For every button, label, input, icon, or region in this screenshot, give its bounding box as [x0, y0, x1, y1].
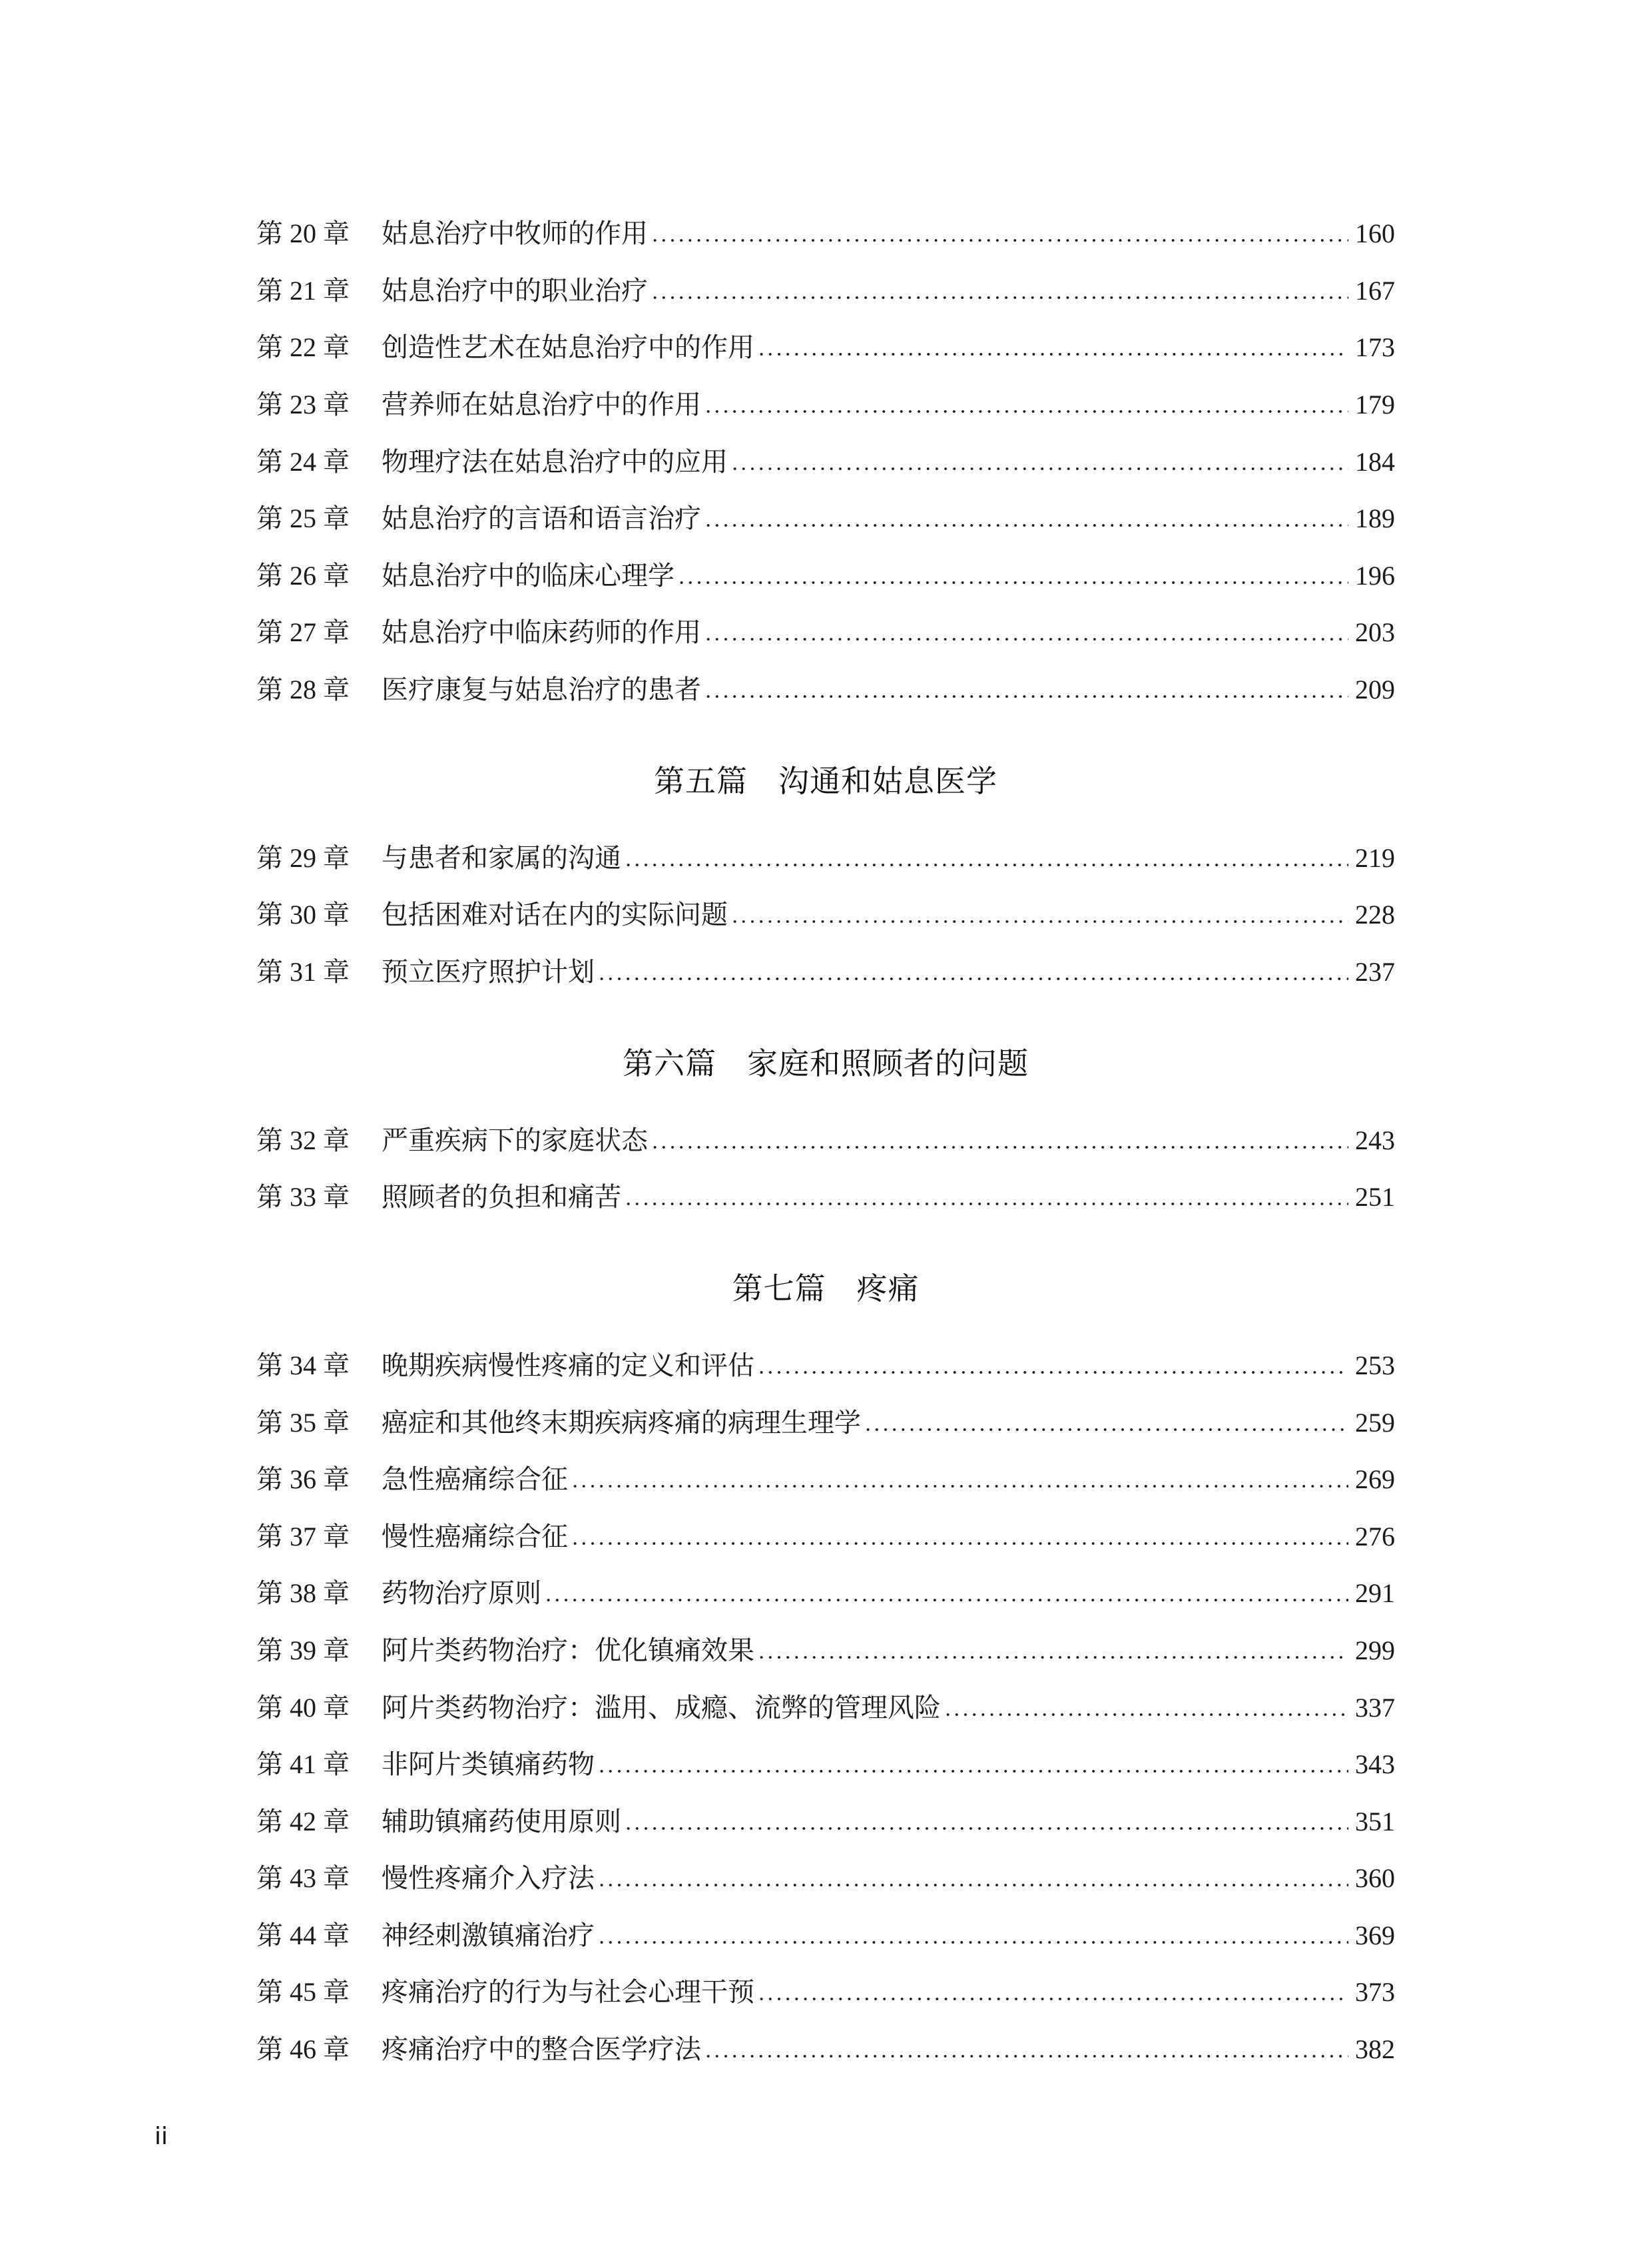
page-number: 373 — [1355, 1977, 1395, 2007]
toc-entry[interactable] — [256, 954, 1395, 991]
toc-entry[interactable] — [256, 1632, 1395, 1669]
page-number: 196 — [1355, 561, 1395, 591]
chapter-number: 第 33 章 — [256, 1182, 350, 1212]
part-number: 第五篇 — [654, 763, 748, 799]
toc-entry[interactable] — [256, 1917, 1395, 1954]
chapter-number: 第 22 章 — [256, 332, 350, 362]
dot-leader — [571, 1518, 1348, 1555]
toc-entry[interactable] — [256, 557, 1395, 595]
chapter-title: 姑息治疗中临床药师的作用 — [382, 617, 701, 647]
toc-entry[interactable] — [256, 1518, 1395, 1555]
toc-entry[interactable] — [256, 671, 1395, 708]
chapter-title: 照顾者的负担和痛苦 — [382, 1182, 621, 1212]
chapter-number: 第 20 章 — [256, 218, 350, 248]
chapter-title: 非阿片类镇痛药物 — [382, 1749, 595, 1779]
dot-leader — [571, 1461, 1348, 1498]
chapter-title: 晚期疾病慢性疼痛的定义和评估 — [382, 1350, 754, 1380]
toc-entry[interactable] — [256, 1122, 1395, 1159]
page-number: 167 — [1355, 276, 1395, 306]
dot-leader — [704, 2031, 1348, 2068]
chapter-number: 第 37 章 — [256, 1522, 350, 1551]
toc-entry[interactable] — [256, 1575, 1395, 1612]
part-heading — [256, 1043, 1395, 1083]
dot-leader — [651, 215, 1348, 252]
page-number: 369 — [1355, 1920, 1395, 1950]
dot-leader — [704, 614, 1348, 651]
page-number: 291 — [1355, 1578, 1395, 1608]
chapter-title: 营养师在姑息治疗中的作用 — [382, 390, 701, 420]
chapter-number: 第 28 章 — [256, 675, 350, 704]
toc-entry[interactable] — [256, 840, 1395, 877]
page-number: 259 — [1355, 1408, 1395, 1438]
dot-leader — [704, 386, 1348, 423]
page-number: 219 — [1355, 843, 1395, 873]
toc-entry[interactable] — [256, 386, 1395, 423]
chapter-number: 第 43 章 — [256, 1863, 350, 1893]
page-number: 228 — [1355, 900, 1395, 930]
toc-entry[interactable] — [256, 1974, 1395, 2011]
dot-leader — [757, 1632, 1348, 1669]
toc-entry[interactable] — [256, 1404, 1395, 1442]
part-title: 沟通和姑息医学 — [778, 763, 997, 799]
chapter-number: 第 38 章 — [256, 1578, 350, 1608]
chapter-title: 姑息治疗中的职业治疗 — [382, 276, 648, 306]
dot-leader — [651, 1122, 1348, 1159]
dot-leader — [704, 671, 1348, 708]
chapter-title: 预立医疗照护计划 — [382, 957, 595, 987]
chapter-number: 第 29 章 — [256, 843, 350, 873]
toc-entry[interactable] — [256, 1803, 1395, 1840]
chapter-title: 药物治疗原则 — [382, 1578, 541, 1608]
chapter-title: 急性癌痛综合征 — [382, 1464, 568, 1494]
chapter-title: 疼痛治疗中的整合医学疗法 — [382, 2034, 701, 2064]
chapter-number: 第 42 章 — [256, 1807, 350, 1836]
page-number: 243 — [1355, 1125, 1395, 1155]
chapter-title: 创造性艺术在姑息治疗中的作用 — [382, 332, 754, 362]
chapter-title: 姑息治疗的言语和语言治疗 — [382, 503, 701, 533]
chapter-number: 第 41 章 — [256, 1749, 350, 1779]
page-number: 337 — [1355, 1693, 1395, 1723]
toc-entry[interactable] — [256, 1461, 1395, 1498]
part-heading — [256, 1268, 1395, 1308]
page-number: 237 — [1355, 957, 1395, 987]
chapter-number: 第 36 章 — [256, 1464, 350, 1494]
page-number: 184 — [1355, 447, 1395, 477]
dot-leader — [597, 1917, 1348, 1954]
chapter-title: 严重疾病下的家庭状态 — [382, 1125, 648, 1155]
dot-leader — [597, 1746, 1348, 1783]
chapter-number: 第 30 章 — [256, 900, 350, 930]
toc-entry[interactable] — [256, 443, 1395, 481]
chapter-number: 第 32 章 — [256, 1125, 350, 1155]
dot-leader — [651, 272, 1348, 310]
chapter-number: 第 31 章 — [256, 957, 350, 987]
chapter-number: 第 25 章 — [256, 503, 350, 533]
chapter-title: 包括困难对话在内的实际问题 — [382, 900, 728, 930]
part-number: 第六篇 — [623, 1045, 716, 1081]
toc-entry[interactable] — [256, 1860, 1395, 1897]
chapter-title: 姑息治疗中牧师的作用 — [382, 218, 648, 248]
toc-entry[interactable] — [256, 215, 1395, 252]
chapter-number: 第 27 章 — [256, 617, 350, 647]
chapter-number: 第 35 章 — [256, 1408, 350, 1438]
chapter-number: 第 44 章 — [256, 1920, 350, 1950]
page-number: 299 — [1355, 1635, 1395, 1665]
toc-entry[interactable] — [256, 272, 1395, 310]
page-number: 360 — [1355, 1863, 1395, 1893]
part-number: 第七篇 — [732, 1270, 826, 1306]
dot-leader — [757, 1974, 1348, 2011]
page-number: 189 — [1355, 503, 1395, 533]
dot-leader — [757, 1347, 1348, 1384]
page-number: 276 — [1355, 1522, 1395, 1551]
folio-page-number: ii — [154, 2123, 168, 2150]
toc-entry[interactable] — [256, 896, 1395, 934]
dot-leader — [544, 1575, 1348, 1612]
chapter-number: 第 45 章 — [256, 1977, 350, 2007]
toc-entry[interactable] — [256, 1689, 1395, 1727]
chapter-number: 第 21 章 — [256, 276, 350, 306]
toc-entry[interactable] — [256, 329, 1395, 366]
chapter-title: 姑息治疗中的临床心理学 — [382, 561, 675, 591]
chapter-title: 癌症和其他终末期疾病疼痛的病理生理学 — [382, 1408, 861, 1438]
chapter-number: 第 26 章 — [256, 561, 350, 591]
page-number: 343 — [1355, 1749, 1395, 1779]
chapter-number: 第 34 章 — [256, 1350, 350, 1380]
dot-leader — [944, 1689, 1348, 1727]
dot-leader — [730, 443, 1348, 481]
toc-entry[interactable] — [256, 1746, 1395, 1783]
page-number: 351 — [1355, 1807, 1395, 1836]
toc-entry[interactable] — [256, 2031, 1395, 2068]
dot-leader — [677, 557, 1348, 595]
chapter-number: 第 24 章 — [256, 447, 350, 477]
toc-entry[interactable] — [256, 1347, 1395, 1384]
part-heading — [256, 761, 1395, 801]
dot-leader — [624, 1803, 1348, 1840]
page-number: 179 — [1355, 390, 1395, 420]
dot-leader — [597, 954, 1348, 991]
chapter-number: 第 46 章 — [256, 2034, 350, 2064]
dot-leader — [757, 329, 1348, 366]
toc-entry[interactable] — [256, 614, 1395, 651]
chapter-title: 医疗康复与姑息治疗的患者 — [382, 675, 701, 704]
dot-leader — [624, 840, 1348, 877]
chapter-title: 阿片类药物治疗：优化镇痛效果 — [382, 1635, 754, 1665]
page-number: 173 — [1355, 332, 1395, 362]
dot-leader — [864, 1404, 1348, 1442]
chapter-number: 第 23 章 — [256, 390, 350, 420]
part-title: 疼痛 — [856, 1270, 920, 1306]
chapter-title: 神经刺激镇痛治疗 — [382, 1920, 595, 1950]
chapter-title: 物理疗法在姑息治疗中的应用 — [382, 447, 728, 477]
page-number: 203 — [1355, 617, 1395, 647]
dot-leader — [730, 896, 1348, 934]
chapter-title: 慢性疼痛介入疗法 — [382, 1863, 595, 1893]
dot-leader — [704, 500, 1348, 537]
chapter-title: 慢性癌痛综合征 — [382, 1522, 568, 1551]
chapter-title: 与患者和家属的沟通 — [382, 843, 621, 873]
toc-entry[interactable] — [256, 1179, 1395, 1216]
page-number: 160 — [1355, 218, 1395, 248]
page-number: 251 — [1355, 1182, 1395, 1212]
chapter-title: 疼痛治疗的行为与社会心理干预 — [382, 1977, 754, 2007]
toc-entry[interactable] — [256, 500, 1395, 537]
page-number: 209 — [1355, 675, 1395, 704]
part-title: 家庭和照顾者的问题 — [747, 1045, 1029, 1081]
page-number: 269 — [1355, 1464, 1395, 1494]
chapter-number: 第 40 章 — [256, 1693, 350, 1723]
chapter-title: 辅助镇痛药使用原则 — [382, 1807, 621, 1836]
chapter-title: 阿片类药物治疗：滥用、成瘾、流弊的管理风险 — [382, 1693, 941, 1723]
page-number: 382 — [1355, 2034, 1395, 2064]
page-number: 253 — [1355, 1350, 1395, 1380]
dot-leader — [624, 1179, 1348, 1216]
chapter-number: 第 39 章 — [256, 1635, 350, 1665]
dot-leader — [597, 1860, 1348, 1897]
